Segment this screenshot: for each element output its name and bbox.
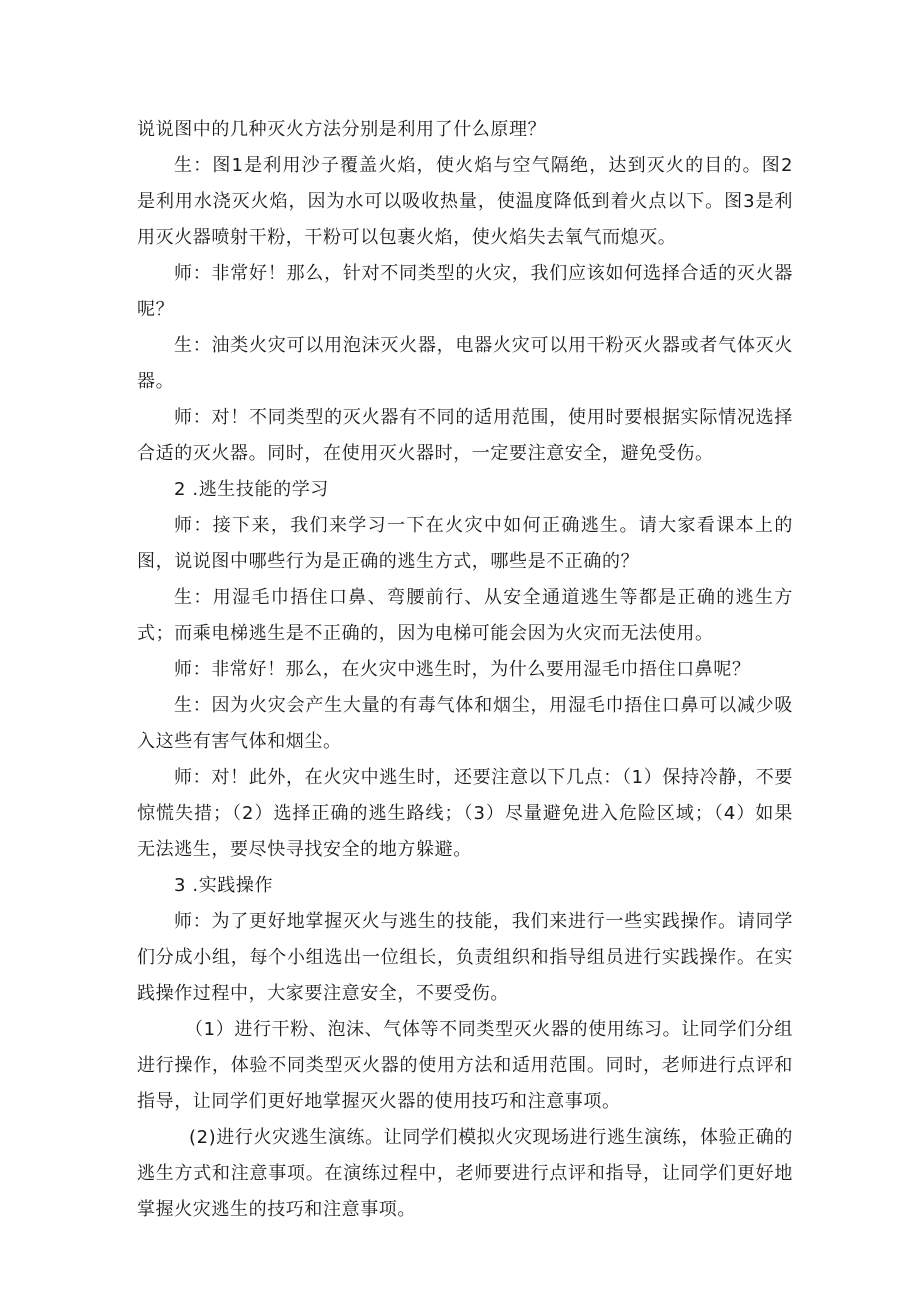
paragraph-teacher-5: 师：对！此外，在火灾中逃生时，还要注意以下几点：（1）保持冷静，不要惊慌失措；（2）选择正确的逃生路线；（3）尽量避免进入危险区域；（4）如果无法逃生，要尽快寻找安全的地方躲避。 bbox=[137, 767, 793, 860]
paragraph-student-answer-3: 生：用湿毛巾捂住口鼻、弯腰前行、从安全通道逃生等都是正确的逃生方式；而乘电梯逃生是不正确的，因为电梯可能会因为火灾而无法使用。 bbox=[137, 587, 793, 644]
paragraph-student-answer-4: 生：因为火灾会产生大量的有毒气体和烟尘，用湿毛巾捂住口鼻可以减少吸入这些有害气体和烟尘。 bbox=[137, 695, 793, 752]
paragraph-teacher-1: 师：非常好！那么，针对不同类型的火灾，我们应该如何选择合适的灭火器呢？ bbox=[137, 263, 793, 320]
paragraph-teacher-6: 师：为了更好地掌握灭火与逃生的技能，我们来进行一些实践操作。请同学们分成小组，每个小组选出一位组长，负责组织和指导组员进行实践操作。在实践操作过程中，大家要注意安全，不要受伤。 bbox=[137, 911, 793, 1004]
paragraph-question: 说说图中的几种灭火方法分别是利用了什么原理？ bbox=[137, 119, 547, 140]
paragraph-teacher-2: 师：对！不同类型的灭火器有不同的适用范围，使用时要根据实际情况选择合适的灭火器。同时，在使用灭火器时，一定要注意安全，避免受伤。 bbox=[137, 407, 793, 464]
paragraph-student-answer-1: 生：图1是利用沙子覆盖火焰，使火焰与空气隔绝，达到灭火的目的。图2是利用水浇灭火焰，因为水可以吸收热量，使温度降低到着火点以下。图3是利用灭火器喷射干粉，干粉可以包裹火焰，使火焰失去氧气而熄灭。 bbox=[137, 155, 793, 248]
paragraph-practice-item-1: （1）进行干粉、泡沫、气体等不同类型灭火器的使用练习。让同学们分组进行操作，体验不同类型灭火器的使用方法和适用范围。同时，老师进行点评和指导，让同学们更好地掌握灭火器的使用技巧和注意事项。 bbox=[137, 1019, 793, 1112]
paragraph-practice-item-2: (2)进行火灾逃生演练。让同学们模拟火灾现场进行逃生演练，体验正确的逃生方式和注意事项。在演练过程中，老师要进行点评和指导，让同学们更好地掌握火灾逃生的技巧和注意事项。 bbox=[137, 1127, 793, 1220]
section-heading-practice: 3 .实践操作 bbox=[174, 875, 274, 896]
paragraph-teacher-3: 师：接下来，我们来学习一下在火灾中如何正确逃生。请大家看课本上的图，说说图中哪些行为是正确的逃生方式，哪些是不正确的？ bbox=[137, 515, 793, 572]
paragraph-teacher-4: 师：非常好！那么，在火灾中逃生时，为什么要用湿毛巾捂住口鼻呢？ bbox=[174, 659, 751, 680]
section-heading-escape-skills: 2 .逃生技能的学习 bbox=[174, 479, 329, 500]
paragraph-student-answer-2: 生：油类火灾可以用泡沫灭火器，电器火灾可以用干粉灭火器或者气体灭火器。 bbox=[137, 335, 793, 392]
